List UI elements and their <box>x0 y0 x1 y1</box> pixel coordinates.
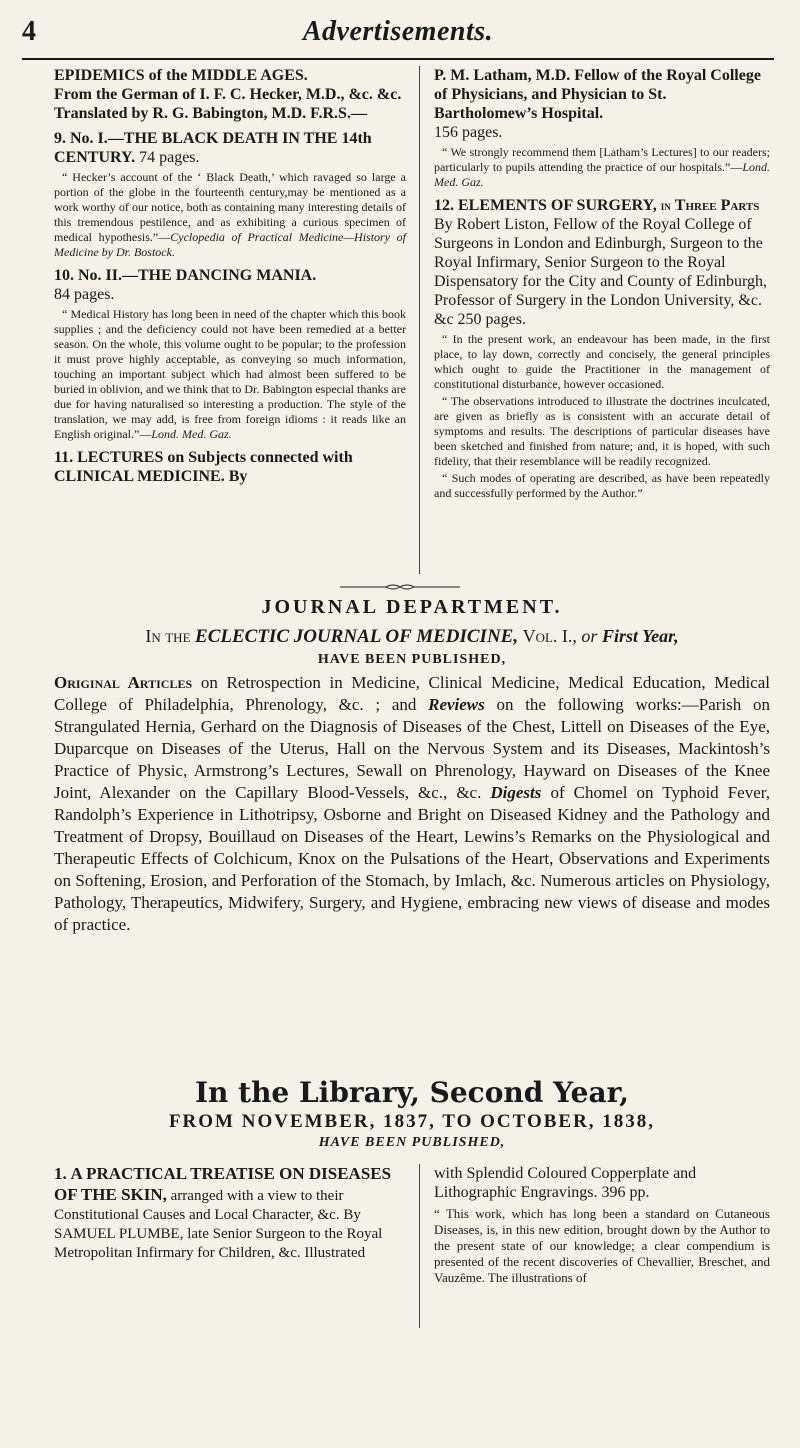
journal-first-year: First Year, <box>601 626 679 646</box>
epidemics-translation-note: From the German of I. F. C. Hecker, M.D., &c. &c. Translated by R. G. Babington, M.D. F.R.S.— <box>54 86 402 122</box>
item-12-title <box>434 196 770 329</box>
journal-digests: Digests <box>490 783 542 802</box>
ornament-rule-icon <box>340 583 460 591</box>
column-divider <box>419 66 420 574</box>
journal-body <box>54 672 770 936</box>
library-item-1-review: “ This work, which has long been a standard on Cutaneous Diseases, is, in this new edition, brought down by the Author to the present state of our knowledge; a clear compendium is presented of the recent discoveries of Chevallier, Breschet, and Vauzême. The illustrations of <box>434 1206 770 1285</box>
item-12-review-2: “ The observations introduced to illustrate the doctrines inculcated, are given as briefly as is consistent with an accurate detail of symptoms and results. The descriptions of particular diseases have been sketched and finished from nature; and, it is hoped, with such fidelity, that their resemblance will be readily recognized. <box>434 394 770 468</box>
item-11-continued-title <box>434 66 770 142</box>
item-11-source: Lond. Med. Gaz. <box>434 160 770 189</box>
journal-body-part-2: on the following works:—Parish on Strangulated Hernia, Gerhard on the Diagnosis of Diseases of the Chest, Littell on Diseases of the Eye, Duparcque on Diseases of the Uterus, Hall on the Nervous System and its Diseases, Mackintosh’s Practice of Physic, Armstrong’s Lectures, Sewall on Phrenology, Hayward on Diseases of the Knee Joint, Alexander on the Capillary Blood-Vessels, &c., &c. <box>54 695 771 802</box>
item-9-pages: 74 pages. <box>139 149 200 166</box>
section-ornament <box>340 582 460 594</box>
journal-volume: Vol. I., <box>522 626 577 646</box>
item-11-title <box>54 448 406 486</box>
page-number: 4 <box>22 16 36 47</box>
right-column <box>434 66 770 503</box>
running-title: Advertisements. <box>302 16 494 47</box>
item-10-quote: “ Medical History has long been in need of the chapter which this book supplies ; and the deficiency could not have been remedied at a better season. On the whole, this volume ought to be popular; to the profession it must prove highly acceptable, as conveying so much information, touching an important subject which had almost been suffered to be buried in oblivion, and we think that to Dr. Babington especial thanks are due for having naturalised so interesting a production. The style of the translation, we may add, is free from foreign idioms : it reads like an English original.”— <box>54 307 406 441</box>
library-section <box>54 1076 770 1151</box>
journal-body-part-1: on Retrospection in Medicine, Clinical Medicine, Medical Education, Medical College of Philadelphia, Phrenology, &c. ; and <box>54 673 770 714</box>
item-12-review-1: “ In the present work, an endeavour has been made, in the first place, to lay down, correctly and concisely, the general principles which ought to guide the Practitioner in the management of constitutional disturbance, however occasioned. <box>434 332 770 391</box>
item-11-heading: LECTURES on Subjects connected with CLINICAL MEDICINE. By <box>54 449 353 485</box>
library-column-divider <box>419 1164 420 1328</box>
item-12-heading: ELEMENTS OF SURGERY, <box>458 197 657 214</box>
item-12-parts: Three Parts <box>674 197 760 214</box>
item-9-source: Cyclopedia of Practical Medicine—History of Medicine by Dr. Bostock. <box>54 230 407 259</box>
journal-original-articles: Original Articles <box>54 673 193 692</box>
item-12-pages: 250 pages. <box>457 311 526 328</box>
item-10-pages: 84 pages. <box>54 286 115 303</box>
library-item-1-title: A PRACTICAL TREATISE ON DISEASES OF THE SKIN, <box>54 1164 392 1204</box>
item-12-author: By Robert Liston, Fellow of the Royal College of Surgeons in London and Edinburgh, Surgeon to the Royal Infirmary, Senior Surgeon to the Royal Dispensatory for the City and County of Edinburgh, Professor of Surgery in the London University, &c. &c <box>434 216 767 328</box>
library-item-1-engravings: with Splendid Coloured Copperplate and Lithographic Engravings. 396 pp. <box>434 1165 697 1201</box>
library-dates: FROM NOVEMBER, 1837, TO OCTOBER, 1838, <box>168 1111 656 1132</box>
item-11-pages: 156 pages. <box>434 124 503 141</box>
journal-in-the: In the <box>145 626 191 646</box>
item-12-in: in <box>660 198 671 213</box>
journal-or: or <box>581 626 598 646</box>
header-rule <box>22 58 774 60</box>
library-right-column <box>434 1164 770 1286</box>
library-left-column <box>54 1164 404 1263</box>
item-9-title <box>54 129 406 167</box>
journal-reviews: Reviews <box>428 695 485 714</box>
epidemics-heading <box>54 66 406 123</box>
item-9-quote: “ Hecker’s account of the ‘ Black Death,’ which ravaged so large a portion of the globe in the fourteenth century,may be mentioned as a work worthy of our notice, both as containing many interesting details of this tremendous pestilence, and as exhibiting a curious specimen of medical hypothesis.”— <box>54 170 406 244</box>
item-10-number: 10. <box>54 267 74 284</box>
page-header <box>22 16 774 56</box>
library-item-1-body: arranged with a view to their Constitutional Causes and Local Character, &c. By SAMUEL PLUMBE, late Senior Surgeon to the Royal Metropolitan Infirmary for Children, &c. Illustrated <box>54 1188 383 1261</box>
journal-title: ECLECTIC JOURNAL OF MEDICINE, <box>195 626 519 647</box>
journal-heading: JOURNAL DEPARTMENT. <box>261 596 563 618</box>
library-published-label: HAVE BEEN PUBLISHED, <box>318 1135 506 1150</box>
item-11-number: 11. <box>54 449 74 466</box>
item-10-review <box>54 307 406 442</box>
left-column <box>54 66 406 489</box>
item-10-title <box>54 266 406 304</box>
epidemics-title: EPIDEMICS of the MIDDLE AGES. <box>54 67 308 84</box>
item-12-review-3: “ Such modes of operating are described, as have been repeatedly and successfully performed by the Author.” <box>434 471 770 500</box>
item-11-review <box>434 145 770 190</box>
item-11-author: P. M. Latham, M.D. Fellow of the Royal College of Physicians, and Physician to St. Bartholomew’s Hospital. <box>434 67 761 122</box>
item-9-review <box>54 170 406 260</box>
item-10-source: Lond. Med. Gaz. <box>151 427 232 441</box>
library-item-1-number: 1. <box>54 1164 67 1183</box>
journal-department <box>54 596 770 936</box>
item-9-heading: No. I.—THE BLACK DEATH IN THE 14th CENTURY. <box>54 130 372 166</box>
item-9-number: 9. <box>54 130 66 147</box>
item-10-heading: No. II.—THE DANCING MANIA. <box>78 267 317 284</box>
journal-published-label: HAVE BEEN PUBLISHED, <box>317 652 507 667</box>
journal-subheading <box>54 625 770 648</box>
item-12-number: 12. <box>434 197 454 214</box>
library-heading: In the Library, Second Year, <box>194 1076 630 1109</box>
item-11-quote: “ We strongly recommend them [Latham’s Lectures] to our readers; particularly to pupils attending the practice of our hospitals.”— <box>434 145 770 174</box>
journal-body-part-3: of Chomel on Typhoid Fever, Randolph’s Experience in Lithotripsy, Osborne and Bright on Diseased Kidney and the Pathology and Treatment of Dropsy, Bouillaud on Diseases of the Heart, Lewins’s Remarks on the Physiological and Therapeutic Effects of Colchicum, Knox on the Pulsations of the Heart, Observations and Experiments on Softening, Erosion, and Perforation of the Stomach, by Imlach, &c. Numerous articles on Physiology, Pathology, Therapeutics, Midwifery, Surgery, and Hygiene, embracing new views of disease and modes of practice. <box>54 783 771 934</box>
